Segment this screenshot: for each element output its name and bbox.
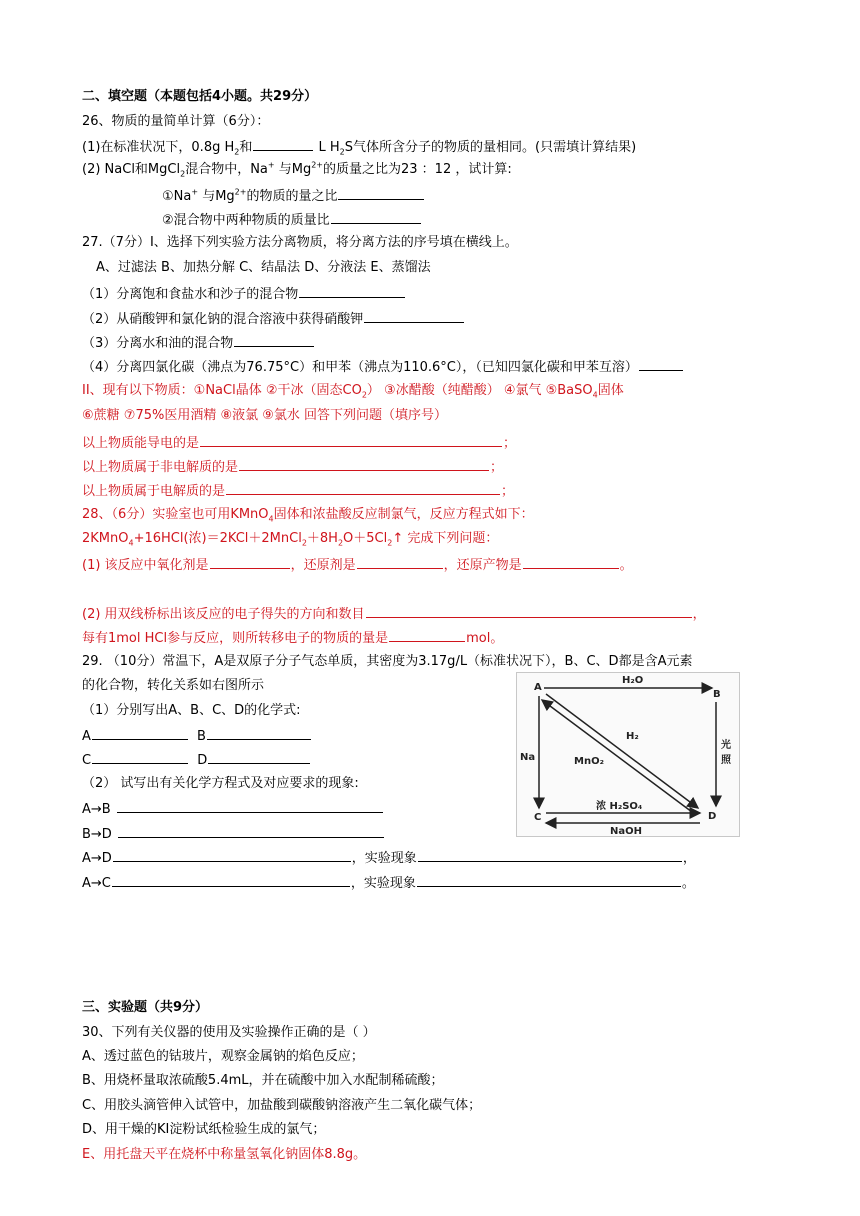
question-28-part3: 每有1mol HCl参与反应，则所转移电子的物质的量是 mol。 [82, 631, 504, 646]
label-h2o: H₂O [622, 675, 644, 686]
answer-blank[interactable] [357, 556, 443, 569]
question-27-sub3: （3）分离水和油的混合物 [82, 334, 315, 352]
question-30-stem: 30、下列有关仪器的使用及实验操作正确的是（ ） [82, 1025, 376, 1040]
question-29-sub1: （1）分别写出A、B、C、D的化学式: [82, 703, 301, 718]
label-h2: H₂ [626, 731, 639, 742]
question-27-ask3: 以上物质属于电解质的是 ； [82, 484, 515, 499]
answer-blank[interactable] [364, 310, 464, 323]
question-27-ask2: 以上物质属于非电解质的是 ； [82, 460, 504, 475]
conversion-diagram [516, 672, 740, 837]
option-e: E、用托盘天平在烧杯中称量氢氧化钠固体8.8g。 [82, 1147, 367, 1162]
answer-blank[interactable] [200, 434, 502, 447]
answer-blank[interactable] [118, 825, 384, 838]
label-mno2: MnO₂ [574, 756, 604, 767]
question-27-part2: II、现有以下物质：①NaCl晶体 ②干冰（固态$CO_2$） ③冰醋酸（纯醋酸） ④氯气 ⑤BaSO$_4$固体 [82, 383, 624, 400]
node-c: C [534, 812, 542, 823]
node-b: B [713, 689, 721, 700]
answer-blank[interactable] [117, 800, 383, 813]
answer-blank[interactable] [210, 556, 290, 569]
question-27-options: A、过滤法 B、加热分解 C、结晶法 D、分液法 E、蒸馏法 [96, 260, 431, 275]
option-c: C、用胶头滴管伸入试管中，加盐酸到碳酸钠溶液产生二氧化碳气体； [82, 1098, 482, 1113]
answer-blank[interactable] [366, 605, 692, 618]
question-27-part2-line2: ⑥蔗糖 ⑦75%医用酒精 ⑧液氯 ⑨氯水 回答下列问题（填序号） [82, 408, 448, 423]
reaction-ac: A→C ，实验现象 。 [82, 876, 695, 891]
answer-blank[interactable] [112, 874, 350, 887]
question-27-sub2: （2）从硝酸钾和氯化钠的混合溶液中获得硝酸钾 [82, 310, 465, 328]
label-light-1: 光 [721, 740, 731, 751]
question-29-line2: 的化合物，转化关系如右图所示 [82, 678, 265, 693]
formula-row-cd: C D [82, 751, 311, 769]
section-title: 三、实验题（共9分） [82, 1000, 209, 1015]
answer-blank[interactable] [338, 187, 424, 200]
question-28-title: 28、（6分）实验室也可用KMnO$_4$固体和浓盐酸反应制氯气，反应方程式如下： [82, 507, 534, 524]
question-28-part1: (1) 该反应中氧化剂是 ，还原剂是 ，还原产物是 。 [82, 558, 633, 573]
section-title: 二、填空题（本题包括4小题。共29分） [82, 89, 318, 104]
answer-blank[interactable] [92, 751, 188, 764]
label-h2so4: 浓 H₂SO₄ [596, 801, 643, 812]
answer-blank[interactable] [639, 358, 683, 371]
answer-blank[interactable] [523, 556, 619, 569]
answer-blank[interactable] [253, 138, 313, 151]
answer-blank[interactable] [207, 727, 311, 740]
answer-blank[interactable] [239, 458, 489, 471]
question-26-part1: (1)在标准状况下，0.8g $H_2$和 L $H_2S$气体所含分子的物质的量相同。(只需填计算结果) [82, 140, 637, 157]
question-26-title: 26、物质的量简单计算（6分）： [82, 114, 270, 129]
question-26-part2: (2) NaCl和MgCl$_2$混合物中，Na+ 与$Mg^{2+}$的质量之比为23 ：12 ，试计算: [82, 160, 512, 179]
reaction-ab: A→B [82, 800, 384, 818]
question-28-part2: (2) 用双线桥标出该反应的电子得失的方向和数目 ， [82, 607, 706, 622]
reaction-ad: A→D ，实验现象 ， [82, 851, 696, 866]
option-d: D、用干燥的KI淀粉试纸检验生成的氯气； [82, 1122, 326, 1137]
label-na: Na [520, 752, 536, 763]
label-light-2: 照 [721, 755, 731, 766]
question-27-sub1: （1）分离饱和食盐水和沙子的混合物 [82, 285, 406, 303]
label-naoh: NaOH [610, 826, 642, 837]
question-26-item2: ②混合物中两种物质的质量比 [162, 211, 422, 229]
answer-blank[interactable] [417, 874, 681, 887]
question-26-item1: ①Na+ 与$Mg^{2+}$的物质的量之比 [162, 187, 425, 205]
node-d: D [708, 811, 717, 822]
question-29-sub2: （2） 试写出有关化学方程式及对应要求的现象: [82, 776, 359, 791]
answer-blank[interactable] [234, 334, 314, 347]
question-27-title: 27.（7分）I、选择下列实验方法分离物质，将分离方法的序号填在横线上。 [82, 235, 518, 250]
answer-blank[interactable] [92, 727, 188, 740]
formula-row-ab: A B [82, 727, 312, 745]
answer-blank[interactable] [418, 849, 682, 862]
question-27-ask1: 以上物质能导电的是 ； [82, 436, 517, 451]
answer-blank[interactable] [389, 629, 465, 642]
question-28-equation: 2KMnO$_4$+16HCl(浓)$=2KCl+2MnCl_2+8H_2O+5Cl_2↑$ 完成下列问题： [82, 531, 499, 548]
node-a: A [534, 682, 542, 693]
question-27-sub4: （4）分离四氯化碳（沸点为76.75°C）和甲苯（沸点为110.6°C），（已知四氯化碳和甲苯互溶） [82, 358, 684, 376]
option-a: A、透过蓝色的钴玻片，观察金属钠的焰色反应； [82, 1049, 364, 1064]
reaction-bd: B→D [82, 825, 385, 843]
answer-blank[interactable] [299, 285, 405, 298]
question-29-line1: 29. （10分）常温下，A是双原子分子气态单质，其密度为3.17g/L（标准状况下），B、C、D都是含A元素 [82, 654, 693, 669]
answer-blank[interactable] [113, 849, 351, 862]
answer-blank[interactable] [226, 482, 500, 495]
answer-blank[interactable] [208, 751, 310, 764]
option-b: B、用烧杯量取浓硫酸5.4mL，并在硫酸中加入水配制稀硫酸； [82, 1073, 444, 1088]
answer-blank[interactable] [331, 211, 421, 224]
